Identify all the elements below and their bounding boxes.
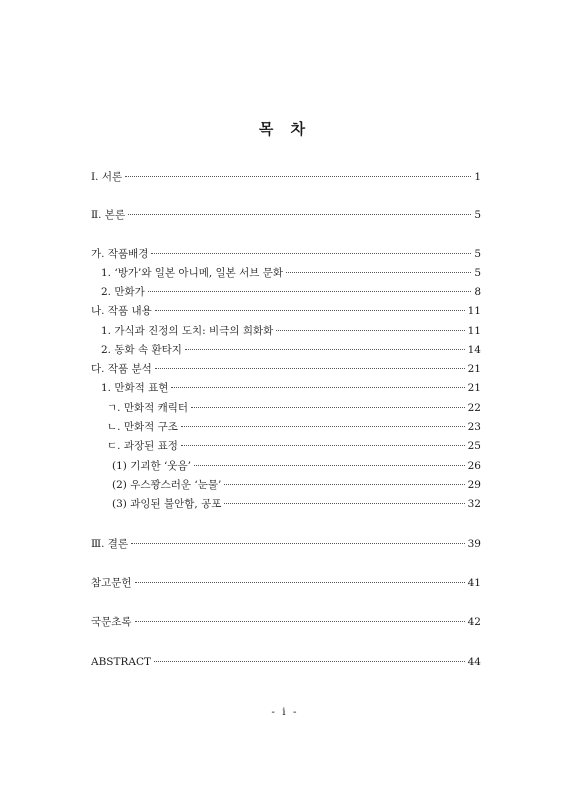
dot-leader [135,582,465,583]
toc-entry-na-1 [101,324,481,338]
toc-entry-page: 11 [467,325,481,337]
toc-entry-label: 가. 작품배경 [91,248,149,260]
toc-entry-digeut-1 [112,459,481,473]
toc-entry-label: 참고문헌 [91,577,132,589]
toc-entry-label: 1. ‘방가’와 일본 아니메, 일본 서브 문화 [101,267,284,279]
dot-leader [224,503,464,504]
toc-entry-page: 5 [474,267,481,279]
dot-leader [181,445,465,446]
dot-leader [224,484,464,485]
toc-entry-digeut-3 [112,497,481,511]
toc-entry-na-2 [101,343,481,357]
dot-leader [286,272,471,273]
toc-entry-ga-1 [101,266,481,280]
dot-leader [128,214,471,215]
dot-leader [181,426,465,427]
toc-entry-page: 1 [474,171,481,183]
toc-entry-references [91,576,481,590]
dot-leader [131,543,465,544]
page-title: 목 차 [258,120,312,138]
toc-entry-korean-abstract [91,615,481,629]
toc-entry-label: Ⅱ. 본론 [91,209,126,221]
toc-entry-page: 32 [467,498,481,510]
toc-entry-page: 23 [467,421,481,433]
toc-entry-abstract [91,655,481,669]
toc-entry-da-1-digeut [107,439,481,453]
toc-entry-page: 22 [467,402,481,414]
dot-leader [155,368,465,369]
toc-entry-label: (2) 우스꽝스러운 ‘눈물’ [112,479,222,491]
dot-leader [148,291,472,292]
dot-leader [135,621,465,622]
page-number-footer: - i - [271,706,299,718]
dot-leader [276,330,464,331]
dot-leader [185,349,465,350]
toc-entry-section-da [91,362,481,376]
toc-entry-conclusion [91,537,481,551]
dot-leader [191,407,465,408]
dot-leader [194,465,465,466]
toc-entry-section-na [91,304,481,318]
toc-entry-label: 1. 가식과 진정의 도치: 비극의 희화화 [101,325,274,337]
toc-entry-introduction [91,170,481,184]
toc-entry-label: 나. 작품 내용 [91,305,152,317]
dot-leader [155,310,465,311]
toc-entry-label: 다. 작품 분석 [91,363,152,375]
toc-entry-page: 29 [467,479,481,491]
toc-entry-label: (3) 과잉된 불안함, 공포 [112,498,222,510]
toc-entry-label: (1) 기괴한 ‘웃음’ [112,460,191,472]
toc-entry-digeut-2 [112,478,481,492]
toc-entry-label: ㄴ. 만화적 구조 [107,421,178,433]
dot-leader [151,253,471,254]
toc-entry-body [91,208,481,222]
toc-entry-label: ㄱ. 만화적 캐릭터 [107,402,189,414]
toc-entry-label: ABSTRACT [91,656,152,668]
toc-entry-label: 국문초록 [91,616,132,628]
toc-entry-label: 1. 만화적 표현 [101,382,169,394]
toc-entry-page: 44 [467,656,481,668]
toc-entry-label: 2. 만화가 [101,286,145,298]
toc-entry-page: 14 [467,344,481,356]
toc-entry-page: 8 [474,286,481,298]
toc-entry-ga-2 [101,285,481,299]
toc-entry-page: 26 [467,460,481,472]
dot-leader [171,387,464,388]
toc-entry-da-1-giyeok [107,401,481,415]
toc-entry-label: Ⅲ. 결론 [91,538,129,550]
toc-entry-page: 41 [467,577,481,589]
toc-entry-page: 5 [474,248,481,260]
toc-entry-page: 25 [467,440,481,452]
toc-entry-page: 39 [467,538,481,550]
dot-leader [125,176,471,177]
dot-leader [154,661,465,662]
toc-entry-page: 42 [467,616,481,628]
toc-entry-page: 21 [467,363,481,375]
toc-entry-page: 21 [467,382,481,394]
toc-entry-label: Ⅰ. 서론 [91,171,123,183]
toc-entry-page: 5 [474,209,481,221]
toc-entry-label: ㄷ. 과장된 표정 [107,440,178,452]
toc-entry-da-1-nieun [107,420,481,434]
toc-entry-da-1 [101,381,481,395]
toc-entry-label: 2. 동화 속 환타지 [101,344,182,356]
toc-entry-section-ga [91,247,481,261]
toc-entry-page: 11 [467,305,481,317]
